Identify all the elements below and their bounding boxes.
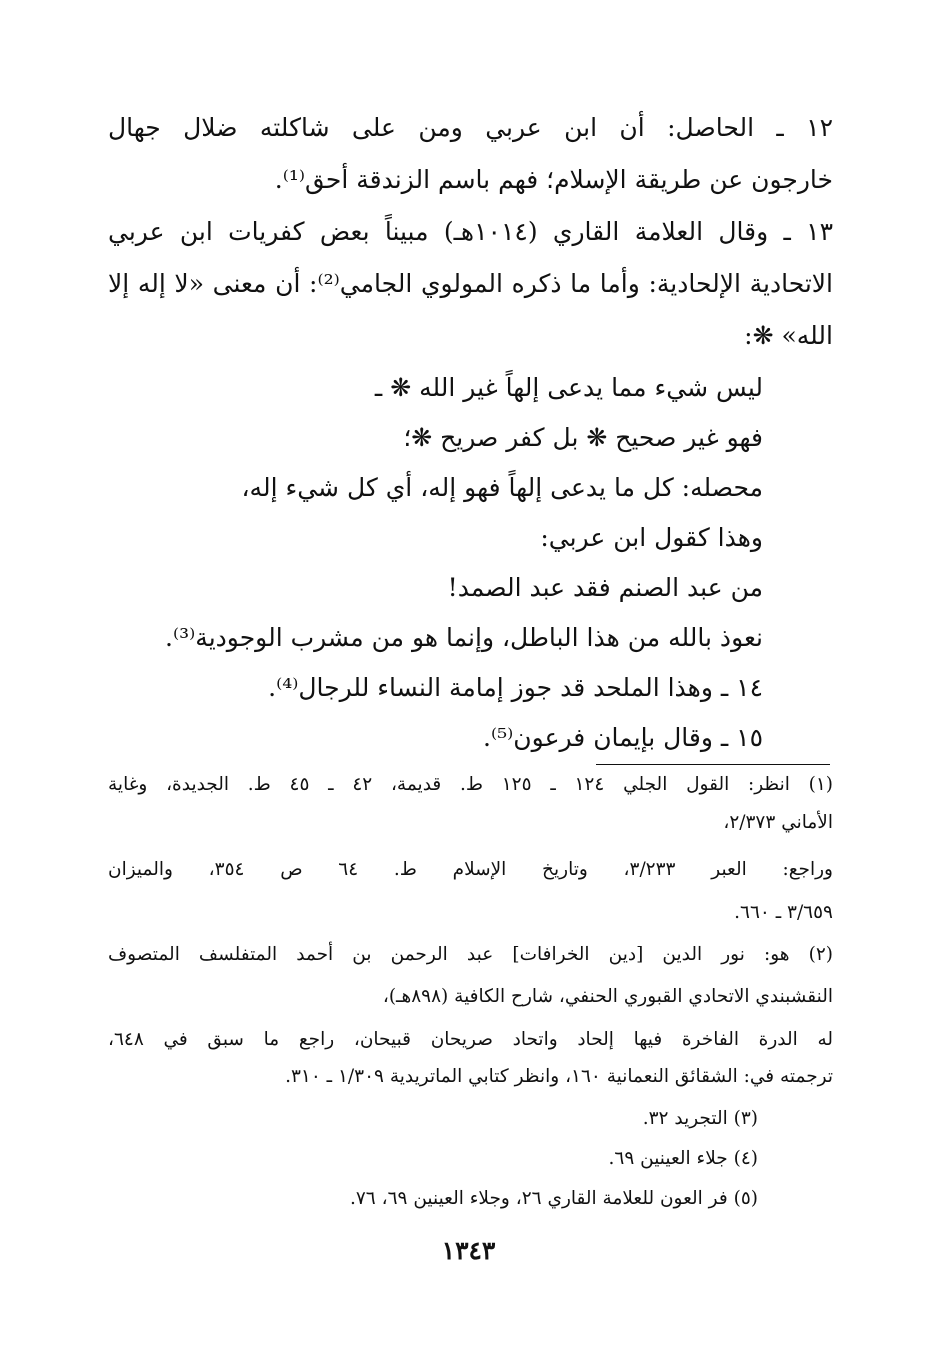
footnote-1-line-3: وراجع: العبر ٣/٢٣٣، وتاريخ الإسلام ط. ٦٤ ص ٣٥٤، والميزان xyxy=(108,859,833,880)
paragraph-13-line-3: الله» ❋: xyxy=(744,321,833,350)
footnote-3: (٣) التجريد ٣٢. xyxy=(642,1108,758,1129)
footnote-2-line-4: ترجمته في: الشقائق النعمانية ١٦٠، وانظر كتابي الماتريدية ١/٣٠٩ ـ ٣١٠. xyxy=(285,1066,833,1087)
paragraph-12-line-2: خارجون عن طريقة الإسلام؛ فهم باسم الزندقة أحق⁽¹⁾. xyxy=(274,165,833,194)
summary-line: محصله: كل ما يدعى إلهاً فهو إله، أي كل شيء إله، xyxy=(241,473,763,502)
footnote-2-line-2: النقشبندي الاتحادي القبوري الحنفي، شارح الكافية (٨٩٨هـ)، xyxy=(382,986,833,1007)
footnote-5: (٥) فر العون للعلامة القاري ٢٦، وجلاء العينين ٦٩، ٧٦. xyxy=(349,1188,758,1209)
ibn-arabi-intro-line: وهذا كقول ابن عربي: xyxy=(540,523,763,552)
quote-line-2: فهو غير صحيح ❋ بل كفر صريح ❋؛ xyxy=(403,423,763,452)
footnote-divider xyxy=(596,764,830,765)
footnote-1-line-4: ٣/٦٥٩ ـ ٦٦٠. xyxy=(734,902,833,923)
page-number: ١٣٤٣ xyxy=(441,1236,496,1265)
ibn-arabi-quote-line: من عبد الصنم فقد عبد الصمد! xyxy=(447,573,763,602)
paragraph-12-line-1: ١٢ ـ الحاصل: أن ابن عربي ومن على شاكلته ضلال جهال xyxy=(108,113,833,142)
footnote-4: (٤) جلاء العينين ٦٩. xyxy=(608,1148,758,1169)
refuge-line: نعوذ بالله من هذا الباطل، وإنما هو من مشرب الوجودية⁽³⁾. xyxy=(165,623,763,652)
footnote-2-line-3: له الدرة الفاخرة فيها إلحاد واتحاد صريحان قبيحان، راجع ما سبق في ٦٤٨، xyxy=(108,1029,833,1050)
paragraph-13-line-1: ١٣ ـ وقال العلامة القاري (١٠١٤هـ) مبيناً بعض كفريات ابن عربي xyxy=(108,217,833,246)
footnote-1-line-2: الأماني ٢/٣٧٣، xyxy=(723,812,833,833)
footnote-1-line-1: (١) انظر: القول الجلي ١٢٤ ـ ١٢٥ ط. قديمة، ٤٢ ـ ٤٥ ط. الجديدة، وغاية xyxy=(108,774,834,795)
paragraph-13-line-2: الاتحادية الإلحادية: وأما ما ذكره المولوي الجامي⁽²⁾: أن معنى «لا إله إلا xyxy=(108,269,833,298)
quote-line-1: ليس شيء مما يدعى إلهاً غير الله ❋ ـ xyxy=(374,373,763,402)
footnote-2-line-1: (٢) هو: نور الدين [دين الخرافات] عبد الرحمن بن أحمد المتفلسف المتصوف xyxy=(108,944,833,965)
paragraph-14-line: ١٤ ـ وهذا الملحد قد جوز إمامة النساء للرجال⁽⁴⁾. xyxy=(268,673,763,702)
paragraph-15-line: ١٥ ـ وقال بإيمان فرعون⁽⁵⁾. xyxy=(483,723,763,752)
